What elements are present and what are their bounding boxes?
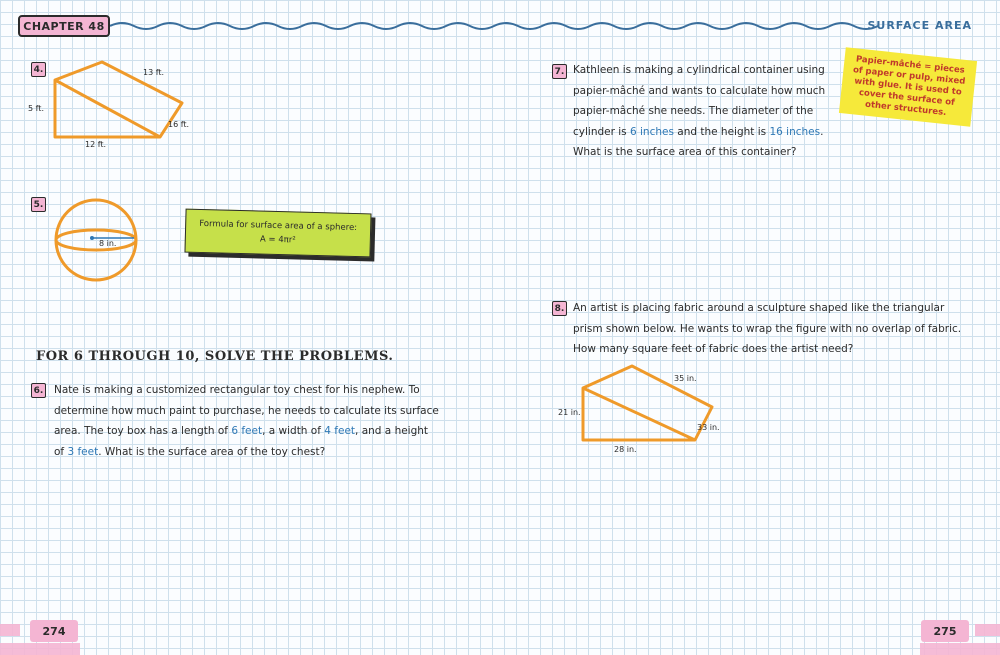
problem-4-number: 4. bbox=[31, 62, 46, 77]
formula-expression: A = 4πr² bbox=[259, 234, 296, 246]
header-wave-line bbox=[110, 16, 880, 36]
problem-5-radius-label: 8 in. bbox=[99, 239, 117, 248]
formula-callout bbox=[184, 209, 371, 258]
problem-7-line: papier-mâché she needs. The diameter of the bbox=[573, 105, 814, 117]
cylinder-height-value: 16 inches bbox=[769, 125, 821, 138]
height-value: 3 feet bbox=[67, 445, 99, 458]
chapter-tab bbox=[18, 15, 110, 37]
page-number-right: 275 bbox=[921, 620, 969, 642]
problem-8-number: 8. bbox=[552, 301, 567, 316]
problem-7-text bbox=[573, 60, 835, 163]
problem-7-line: papier-mâché and wants to calculate how much bbox=[573, 84, 826, 97]
diameter-value: 6 inches bbox=[629, 125, 674, 138]
section-heading: FOR 6 THROUGH 10, SOLVE THE PROBLEMS. bbox=[36, 349, 394, 364]
formula-title: Formula for surface area of a sphere: bbox=[199, 218, 358, 234]
width-value: 4 feet bbox=[324, 425, 356, 437]
problem-6-line: Nate is making a customized rectangular toy chest for his nephew. To bbox=[54, 384, 420, 396]
vocabulary-note: Papier-mâché = pieces of paper or pulp, mixed with glue. It is used to cover the surface of other structures. bbox=[839, 47, 977, 126]
problem-7-line: Kathleen is making a cylindrical container using bbox=[573, 64, 825, 76]
problem-4-label-left: 5 ft. bbox=[28, 104, 44, 113]
problem-5-number: 5. bbox=[31, 197, 46, 212]
problem-8-label-right: 33 in. bbox=[697, 423, 720, 432]
problem-4-label-right: 16 ft. bbox=[168, 120, 190, 129]
section-title: SURFACE AREA bbox=[867, 19, 972, 32]
problem-7-line: cylinder is 6 inches and the height is 16 inches. bbox=[573, 125, 824, 138]
page-number-left: 274 bbox=[30, 620, 78, 642]
problem-6-line: area. The toy box has a length of 6 feet, a width of 4 feet, and a height bbox=[54, 425, 429, 437]
problem-6-number: 6. bbox=[31, 383, 46, 398]
problem-7-line: What is the surface area of this container? bbox=[573, 146, 797, 158]
problem-7-number: 7. bbox=[552, 64, 567, 79]
problem-8-label-top: 35 in. bbox=[674, 374, 697, 383]
footer-right-strip-bottom bbox=[920, 643, 1000, 655]
problem-8-label-left: 21 in. bbox=[558, 408, 581, 417]
problem-6-text bbox=[54, 380, 464, 462]
problem-5-sphere-figure bbox=[50, 198, 142, 282]
problem-4-label-bottom: 12 ft. bbox=[85, 140, 107, 149]
problem-6-line: of 3 feet. What is the surface area of the toy chest? bbox=[54, 445, 326, 458]
problem-8-line: prism shown below. He wants to wrap the figure with no overlap of fabric. bbox=[573, 322, 962, 335]
problem-8-text bbox=[573, 298, 983, 360]
problem-8-line: An artist is placing fabric around a sculpture shaped like the triangular bbox=[573, 302, 945, 314]
problem-4-label-top: 13 ft. bbox=[143, 68, 165, 77]
problem-4-prism-figure bbox=[40, 55, 200, 145]
problem-8-label-bottom: 28 in. bbox=[614, 445, 637, 454]
footer-left-strip-bottom bbox=[0, 643, 80, 655]
footer-left-strip bbox=[0, 624, 20, 636]
footer-right-strip bbox=[975, 624, 1000, 636]
chapter-label: CHAPTER 48 bbox=[23, 19, 105, 33]
problem-8-prism-figure bbox=[575, 360, 725, 450]
problem-6-line: determine how much paint to purchase, he needs to calculate its surface bbox=[54, 404, 439, 417]
length-value: 6 feet bbox=[231, 425, 263, 437]
problem-8-line: How many square feet of fabric does the artist need? bbox=[573, 343, 854, 355]
